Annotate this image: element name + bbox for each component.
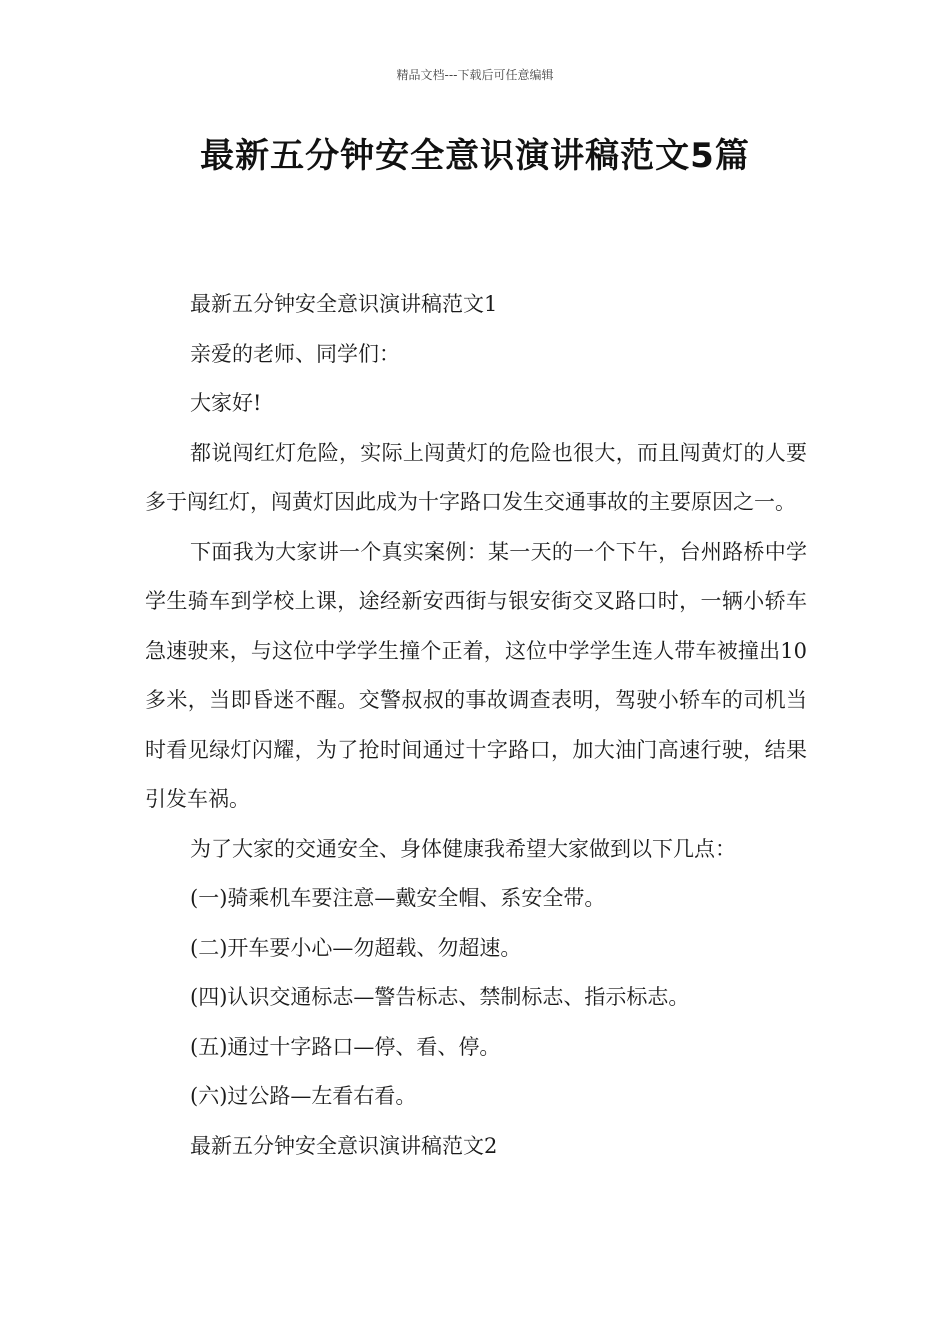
paragraph-case: 下面我为大家讲一个真实案例：某一天的一个下午，台州路桥中学学生骑车到学校上课，途经新安西街与银安街交叉路口时，一辆小轿车急速驶来，与这位中学学生撞个正着，这位中学学生连人带车被撞出10多米，当即昏迷不醒。交警叔叔的事故调查表明，驾驶小轿车的司机当时看见绿灯闪耀，为了抢时间通过十字路口，加大油门高速行驶，结果引发车祸。: [145, 539, 807, 811]
advice-item-2: (二)开车要小心—勿超载、勿超速。: [190, 935, 522, 960]
advice-item-5: (五)通过十字路口—停、看、停。: [190, 1034, 501, 1059]
section-heading-2: 最新五分钟安全意识演讲稿范文2: [190, 1133, 498, 1158]
salutation: 亲爱的老师、同学们：: [190, 341, 400, 366]
document-title: 最新五分钟安全意识演讲稿范文5篇: [200, 136, 750, 176]
advice-item-6: (六)过公路—左看右看。: [190, 1084, 417, 1108]
paragraph-advice-intro: 为了大家的交通安全、身体健康我希望大家做到以下几点：: [190, 836, 736, 861]
advice-item-4: (四)认识交通标志—警告标志、禁制标志、指示标志。: [190, 985, 690, 1009]
header-note: 精品文档---下载后可任意编辑: [396, 68, 554, 82]
greeting: 大家好!: [190, 391, 262, 415]
document-body: [145, 280, 807, 1171]
section-heading-1: 最新五分钟安全意识演讲稿范文1: [190, 292, 498, 316]
paragraph-intro: 都说闯红灯危险，实际上闯黄灯的危险也很大，而且闯黄灯的人要多于闯红灯，闯黄灯因此成为十字路口发生交通事故的主要原因之一。: [145, 440, 807, 514]
advice-item-1: (一)骑乘机车要注意—戴安全帽、系安全带。: [190, 886, 606, 910]
